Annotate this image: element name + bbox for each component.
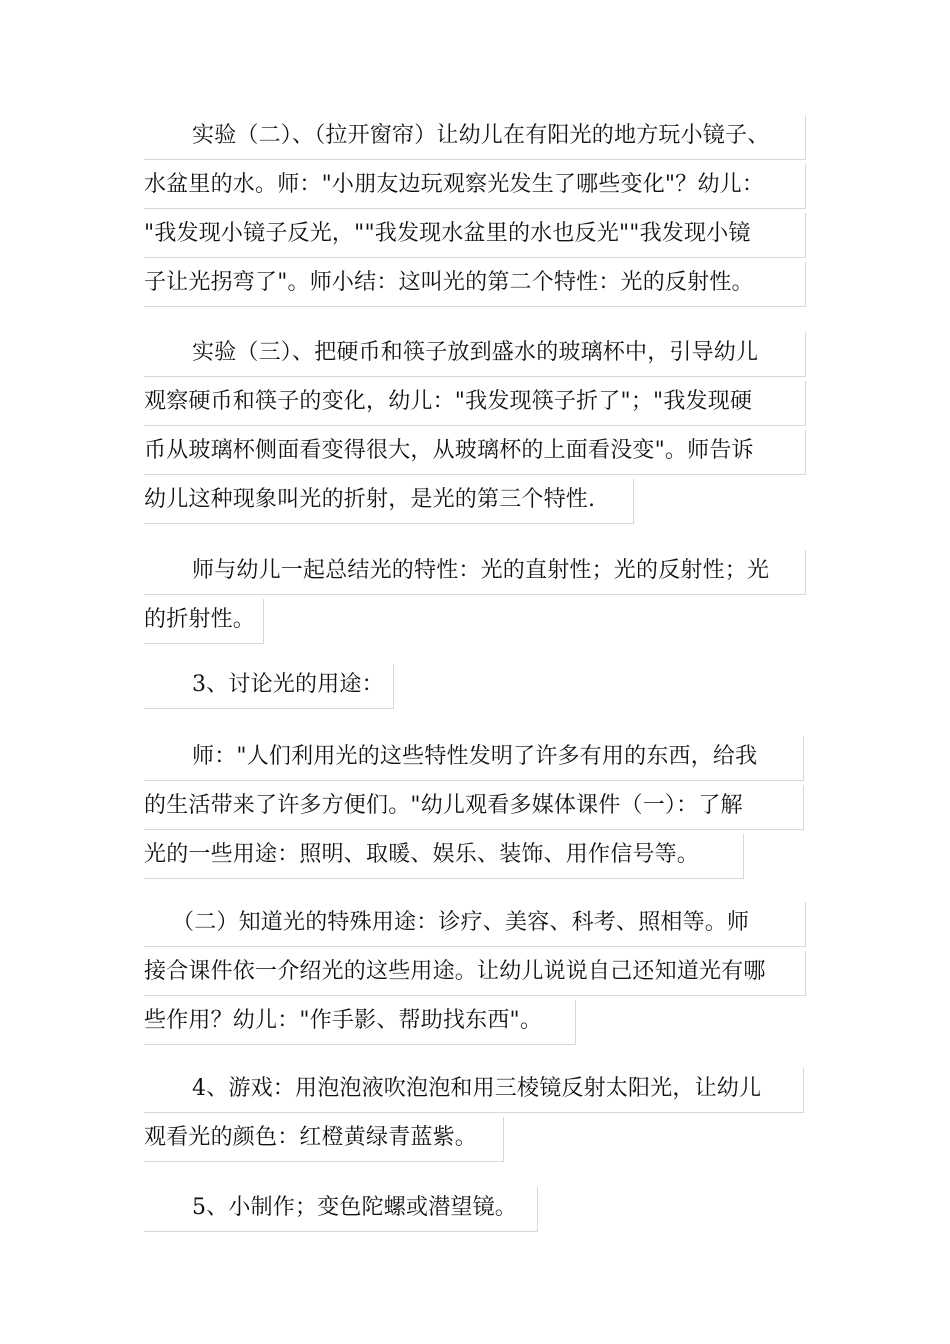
text-line: "我发现小镜子反光，""我发现水盆里的水也反光""我发现小镜 <box>144 209 808 258</box>
text-line: 观看光的颜色：红橙黄绿青蓝紫。 <box>144 1113 808 1162</box>
text-line: 观察硬币和筷子的变化，幼儿："我发现筷子折了"；"我发现硬 <box>144 377 808 426</box>
text-line: 接合课件依一介绍光的这些用途。让幼儿说说自己还知道光有哪 <box>144 947 808 996</box>
text-line: 子让光拐弯了"。师小结：这叫光的第二个特性：光的反射性。 <box>144 258 808 307</box>
text-line: 的生活带来了许多方便们。"幼儿观看多媒体课件（一）：了解 <box>144 781 808 830</box>
section-heading-uses <box>144 660 808 709</box>
paragraph-craft <box>144 1183 808 1232</box>
paragraph-special-uses <box>144 898 808 1045</box>
paragraph-summary <box>144 546 808 644</box>
text-line: 师与幼儿一起总结光的特性：光的直射性；光的反射性；光 <box>144 546 808 595</box>
text-line: 师："人们利用光的这些特性发明了许多有用的东西，给我 <box>144 732 808 781</box>
text-line: 币从玻璃杯侧面看变得很大，从玻璃杯的上面看没变"。师告诉 <box>144 426 808 475</box>
text-line: 4、游戏：用泡泡液吹泡泡和用三棱镜反射太阳光，让幼儿 <box>144 1064 808 1113</box>
text-line: （二）知道光的特殊用途：诊疗、美容、科考、照相等。师 <box>144 898 808 947</box>
paragraph-game <box>144 1064 808 1162</box>
text-line: 5、小制作；变色陀螺或潜望镜。 <box>144 1183 808 1232</box>
text-line: 幼儿这种现象叫光的折射，是光的第三个特性. <box>144 475 808 524</box>
text-line: 的折射性。 <box>144 595 808 644</box>
text-line: 水盆里的水。师："小朋友边玩观察光发生了哪些变化"？幼儿： <box>144 160 808 209</box>
text-line: 3、讨论光的用途： <box>144 660 808 709</box>
paragraph-experiment-three <box>144 328 808 524</box>
paragraph-experiment-two <box>144 111 808 307</box>
text-line: 些作用？幼儿："作手影、帮助找东西"。 <box>144 996 808 1045</box>
text-line: 实验（二）、（拉开窗帘）让幼儿在有阳光的地方玩小镜子、 <box>144 111 808 160</box>
paragraph-teacher-uses <box>144 732 808 879</box>
text-line: 光的一些用途：照明、取暖、娱乐、装饰、用作信号等。 <box>144 830 808 879</box>
text-line: 实验（三）、把硬币和筷子放到盛水的玻璃杯中，引导幼儿 <box>144 328 808 377</box>
